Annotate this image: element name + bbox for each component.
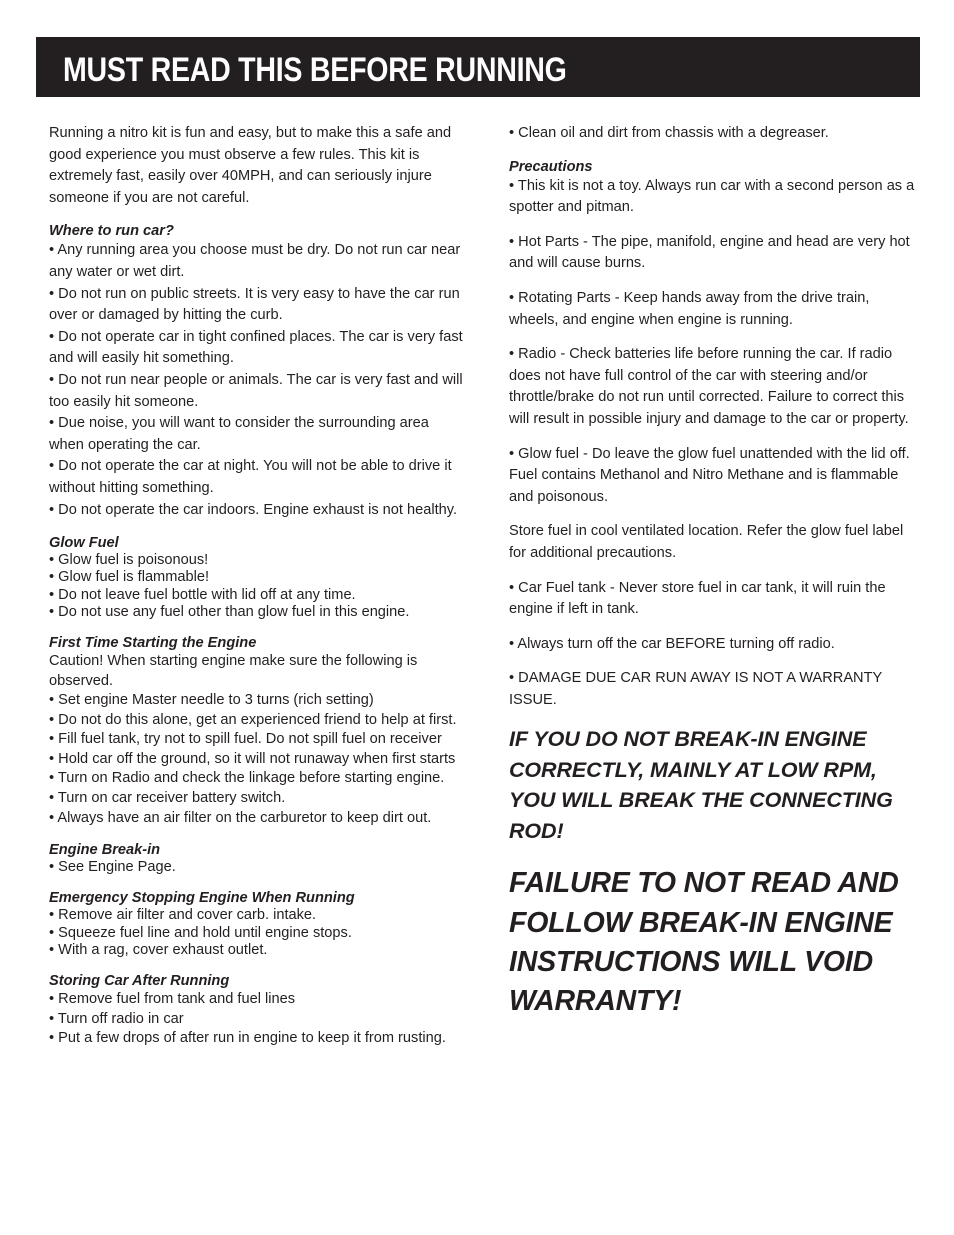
list-item: • Clean oil and dirt from chassis with a degreaser. [509, 125, 829, 141]
list-item: • Do not do this alone, get an experienced friend to help at first. [49, 711, 457, 728]
list-item: • Do not use any fuel other than glow fuel in this engine. [49, 603, 410, 620]
list-item: • Turn on car receiver battery switch. [49, 790, 286, 807]
list-item: • Glow fuel is poisonous! [49, 552, 209, 569]
title-banner [36, 37, 920, 97]
list-item: • Always have an air filter on the carburetor to keep dirt out. [49, 809, 432, 826]
section-heading: Glow Fuel [49, 535, 119, 552]
intro-section [49, 123, 464, 209]
list-item: • Do not operate the car indoors. Engine exhaust is not healthy. [49, 501, 458, 518]
turn-off-item [509, 634, 919, 656]
where-to-run-section [49, 222, 464, 521]
list-item: • Car Fuel tank - Never store fuel in car tank, it will ruin the engine if left in tank. [509, 579, 886, 618]
list-item: • With a rag, cover exhaust outlet. [49, 941, 268, 958]
list-item: • Radio - Check batteries life before running the car. If radio does not have full control of the car with steering and/or throttle/brake do not run until corrected. Failure to correct this will result in possible injury and damage to the car or property. [509, 346, 909, 427]
left-column [49, 123, 464, 1062]
glow-fuel-item [509, 444, 919, 509]
list-item: • Glow fuel - Do leave the glow fuel unattended with the lid off. Fuel contains Methanol and Nitro Methane and is flammable and poisonous. [509, 445, 910, 505]
list-item: • Rotating Parts - Keep hands away from the drive train, wheels, and engine when engine is running. [509, 289, 870, 328]
section-heading: Emergency Stopping Engine When Running [49, 890, 355, 907]
glow-fuel-section [49, 534, 464, 621]
list-item: • Do not run on public streets. It is very easy to have the car run over or damaged by hitting the curb. [49, 285, 460, 324]
radio-item [509, 344, 919, 430]
section-heading: Engine Break-in [49, 842, 161, 859]
list-item: • Remove fuel from tank and fuel lines [49, 991, 296, 1008]
list-item: • Turn on Radio and check the linkage before starting engine. [49, 770, 445, 787]
warranty-damage-item [509, 668, 919, 711]
section-heading: Precautions [509, 158, 593, 175]
list-item: • Put a few drops of after run in engine to keep it from rusting. [49, 1030, 446, 1047]
list-item: • Any running area you choose must be dry. Do not run car near any water or wet dirt. [49, 242, 461, 280]
store-fuel-item [509, 521, 919, 564]
warranty-warning: FAILURE TO NOT READ AND FOLLOW BREAK-IN ENGINE INSTRUCTIONS WILL VOID WARRANTY! [509, 867, 899, 1018]
list-item: • DAMAGE DUE CAR RUN AWAY IS NOT A WARRANTY ISSUE. [509, 670, 882, 708]
list-item: • Fill fuel tank, try not to spill fuel. Do not spill fuel on receiver [49, 731, 442, 748]
page-title: MUST READ THIS BEFORE RUNNING [63, 51, 567, 89]
intro-paragraph: Running a nitro kit is fun and easy, but to make this a safe and good experience you must observe a few rules. This kit is extremely fast, easily over 40MPH, and can seriously injure someone if you are not careful. [49, 125, 452, 206]
section-heading: Where to run car? [49, 223, 174, 240]
engine-break-in-section [49, 841, 464, 876]
list-item: • Always turn off the car BEFORE turning off radio. [509, 635, 835, 652]
list-item: • Do not run near people or animals. The car is very fast and will too easily hit someone. [49, 371, 463, 410]
clean-chassis-item [509, 123, 919, 145]
precautions-section [509, 158, 919, 219]
hot-parts-item [509, 232, 919, 275]
list-item: • This kit is not a toy. Always run car with a second person as a spotter and pitman. [509, 177, 915, 216]
break-in-warning: IF YOU DO NOT BREAK-IN ENGINE CORRECTLY, MAINLY AT LOW RPM, YOU WILL BREAK THE CONNECTING ROD! [509, 727, 893, 843]
list-item: • See Engine Page. [49, 859, 176, 876]
storing-car-section [49, 972, 464, 1049]
rotating-parts-item [509, 288, 919, 331]
list-item: • Squeeze fuel line and hold until engine stops. [49, 924, 352, 941]
right-column [509, 123, 919, 1022]
list-item: • Glow fuel is flammable! [49, 569, 210, 586]
list-item: • Set engine Master needle to 3 turns (rich setting) [49, 692, 374, 709]
list-item: • Hold car off the ground, so it will not runaway when first starts [49, 750, 456, 767]
list-item: Caution! When starting engine make sure the following is observed. [49, 652, 418, 689]
first-start-section [49, 634, 464, 828]
list-item: • Do not operate car in tight confined places. The car is very fast and will easily hit something. [49, 328, 463, 367]
list-item: • Do not operate the car at night. You will not be able to drive it without hitting something. [49, 458, 452, 496]
list-item: • Hot Parts - The pipe, manifold, engine and head are very hot and will cause burns. [509, 233, 910, 272]
list-item: Store fuel in cool ventilated location. Refer the glow fuel label for additional precautions. [509, 523, 904, 561]
list-item: • Due noise, you will want to consider the surrounding area when operating the car. [49, 415, 429, 453]
list-item: • Remove air filter and cover carb. intake. [49, 907, 317, 924]
emergency-stop-section [49, 889, 464, 959]
list-item: • Do not leave fuel bottle with lid off at any time. [49, 586, 356, 603]
section-heading: Storing Car After Running [49, 973, 230, 990]
list-item: • Turn off radio in car [49, 1010, 184, 1027]
section-heading: First Time Starting the Engine [49, 634, 257, 651]
fuel-tank-item [509, 578, 919, 621]
